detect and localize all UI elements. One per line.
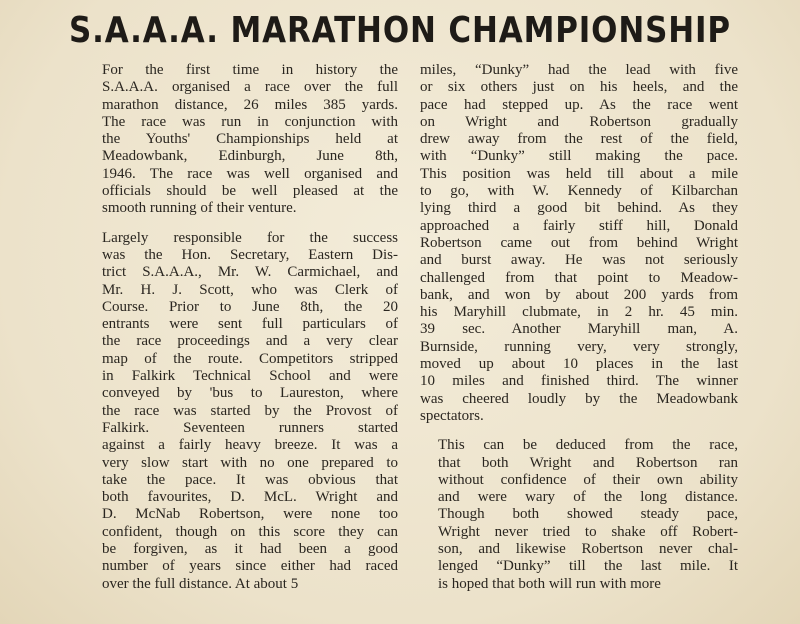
text-line: 39 sec. Another Maryhill man, A. [420,321,738,338]
text-line: spectators. [420,407,484,424]
text-line: bank, and won by about 200 yards from [420,286,738,303]
text-line: son, and likewise Robertson never chal- [438,541,738,558]
text-line: miles, “Dunky” had the lead with five [420,62,738,78]
text-line: on Wright and Robertson gradually [420,113,738,130]
text-line: marathon distance, 26 miles 385 yards. [102,96,398,113]
text-line: challenged from that point to Meadow- [420,269,738,286]
paragraph [420,437,738,593]
text-line: Burnside, running very, very strongly, [420,338,738,355]
text-line: lying third a good bit behind. As they [420,200,738,217]
text-line: For the first time in history the [102,62,398,78]
paragraph [84,230,398,593]
text-line: The race was run in conjunction with [102,113,398,130]
text-line: against a fairly heavy breeze. It was a [102,437,398,454]
text-line: Mr. H. J. Scott, who was Clerk of [102,281,398,298]
left-column [84,62,398,605]
paragraph [84,62,398,218]
text-line: was cheered loudly by the Meadowbank [420,390,738,407]
text-line: S.A.A.A. organised a race over the full [102,79,398,96]
text-line: Though both showed steady pace, [438,506,738,523]
text-line: smooth running of their venture. [102,200,297,217]
text-line: D. McNab Robertson, were none too [102,506,398,523]
text-line: entrants were sent full particulars of [102,316,398,333]
paragraph [420,62,738,425]
text-line: the race proceedings and a very clear [102,333,398,350]
text-line: Wright never tried to shake off Robert- [438,523,738,540]
text-line: Meadowbank, Edinburgh, June 8th, [102,148,398,165]
text-line: 10 miles and finished third. The winner [420,373,738,390]
text-line: Course. Prior to June 8th, the 20 [102,298,398,315]
text-line: his Maryhill clubmate, in 2 hr. 45 min. [420,304,738,321]
text-line: is hoped that both will run with more [438,575,661,592]
text-line: This position was held till about a mile [420,165,738,182]
text-line: the race was started by the Provost of [102,402,398,419]
text-line: to go, with W. Kennedy of Kilbarchan [420,183,738,200]
text-line: 1946. The race was well organised and [102,165,398,182]
text-line: trict S.A.A.A., Mr. W. Carmichael, and [102,264,398,281]
text-line: officials should be well pleased at the [102,183,398,200]
text-line: conveyed by 'bus to Laureston, where [102,385,398,402]
text-line: Robertson came out from behind Wright [420,234,738,251]
text-line: or six others just on his heels, and the [420,79,738,96]
text-line: map of the route. Competitors stripped [102,350,398,367]
text-line: the Youths' Championships held at [102,131,398,148]
text-line: moved up about 10 places in the last [420,356,738,373]
right-column [420,62,738,605]
text-line: without confidence of their own ability [438,471,738,488]
text-line: very slow start with no one prepared to [102,454,398,471]
text-line: approached a fairly stiff hill, Donald [420,217,738,234]
text-line: and were wary of the long distance. [438,489,738,506]
text-line: that both Wright and Robertson ran [438,454,738,471]
text-line: take the pace. It was obvious that [102,471,398,488]
text-line: both favourites, D. McL. Wright and [102,489,398,506]
text-line: drew away from the rest of the field, [420,131,738,148]
text-line: This can be deduced from the race, [438,437,738,454]
text-line: pace had stepped up. As the race went [420,96,738,113]
text-line: and burst away. He was not seriously [420,252,738,269]
text-line: be forgiven, as it had been a good [102,541,398,558]
text-line: number of years since either had raced [102,558,398,575]
text-line: lenged “Dunky” till the last mile. It [438,558,738,575]
text-line: over the full distance. At about 5 [102,575,299,592]
text-line: Largely responsible for the success [102,229,398,246]
text-line: with “Dunky” still making the pace. [420,148,738,165]
text-line: in Falkirk Technical School and were [102,368,398,385]
text-line: Falkirk. Seventeen runners started [102,419,398,436]
text-line: confident, though on this score they can [102,523,398,540]
text-line: was the Hon. Secretary, Eastern Dis- [102,246,398,263]
headline: S.A.A.A. MARATHON CHAMPIONSHIP [68,10,731,51]
